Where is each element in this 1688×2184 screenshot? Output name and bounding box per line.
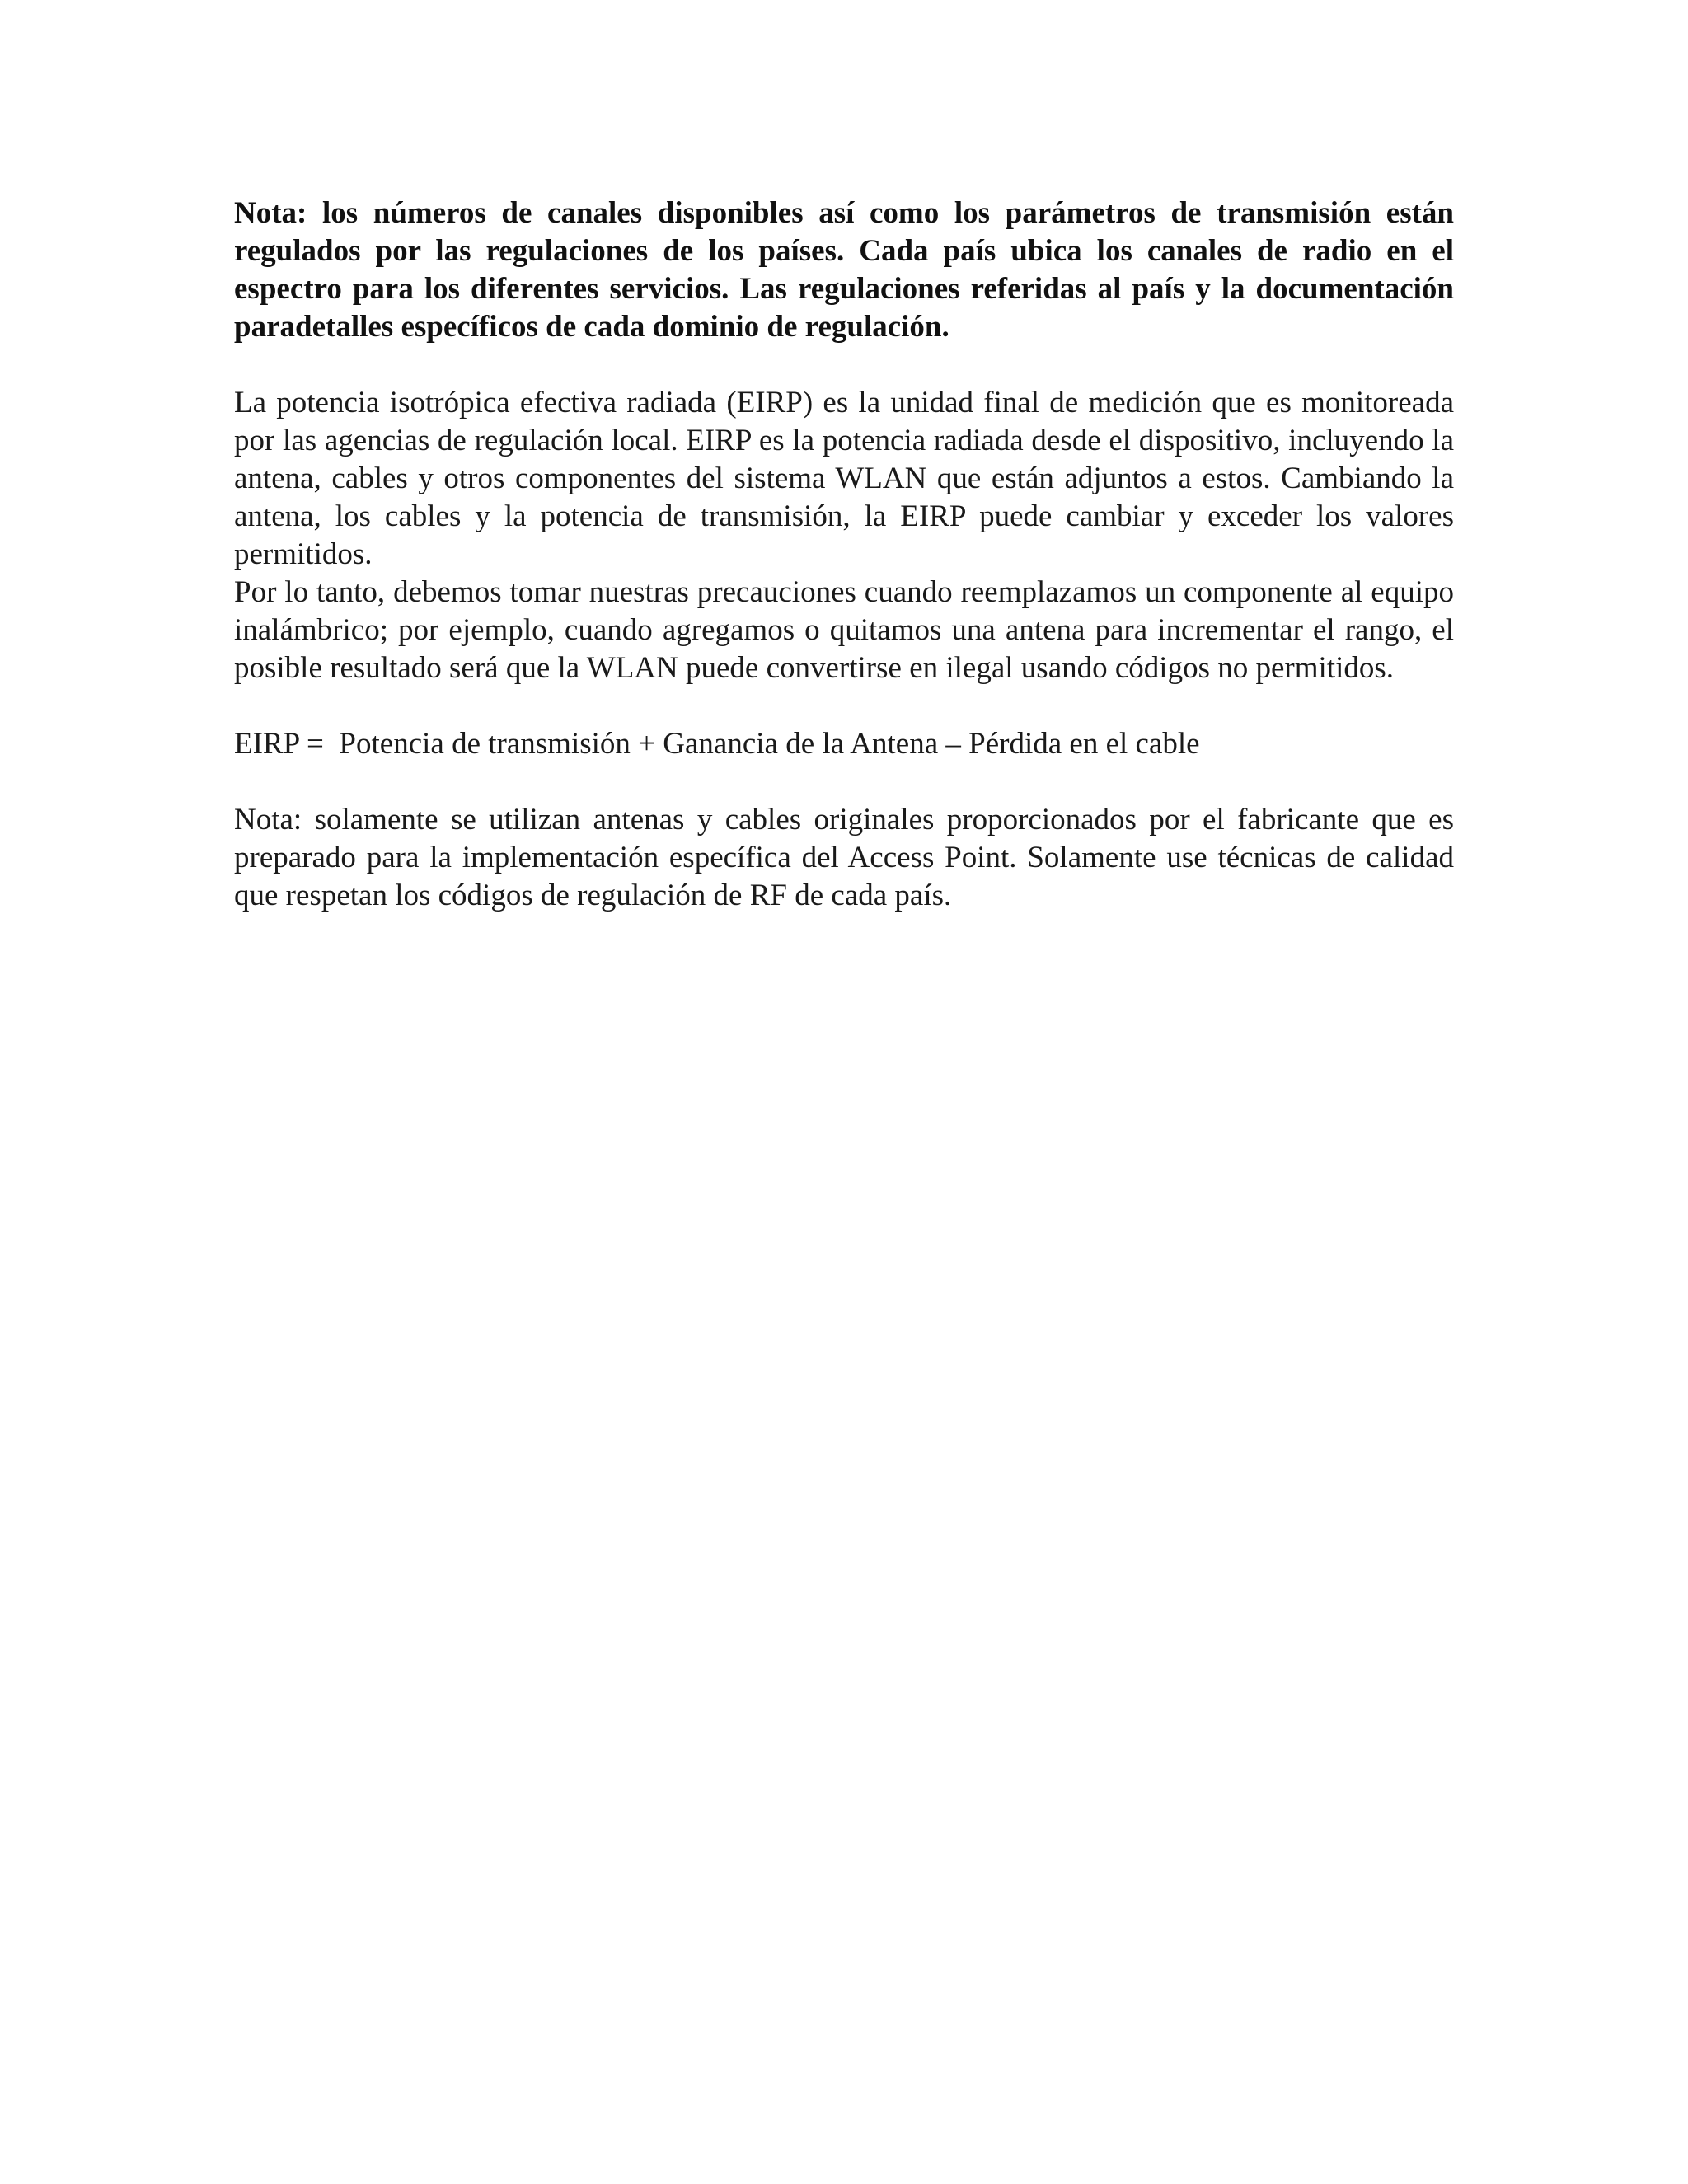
eirp-formula: EIRP = Potencia de transmisión + Ganancia de la Antena – Pérdida en el cable [234, 727, 1200, 761]
precautions-paragraph: Por lo tanto, debemos tomar nuestras precauciones cuando reemplazamos un componente al equipo inalámbrico; por ejemplo, cuando agregamos o quitamos una antena para incrementar el rango, el posible resultado será que la WLAN puede convertirse en ilegal usando códigos no permitidos. [234, 575, 1454, 685]
eirp-definition-paragraph: La potencia isotrópica efectiva radiada (EIRP) es la unidad final de medición que es monitoreada por las agencias de regulación local. EIRP es la potencia radiada desde el dispositivo, incluyendo la antena, cables y otros componentes del sistema WLAN que están adjuntos a estos. Cambiando la antena, los cables y la potencia de transmisión, la EIRP puede cambiar y exceder los valores permitidos. [234, 386, 1454, 571]
document-body [234, 194, 1454, 915]
regulations-note-paragraph: Nota: los números de canales disponibles así como los parámetros de transmisión están regulados por las regulaciones de los países. Cada país ubica los canales de radio en el espectro para los diferentes servicios. Las regulaciones referidas al país y la documentación paradetalles específicos de cada dominio de regulación. [234, 196, 1454, 344]
antennas-note-paragraph: Nota: solamente se utilizan antenas y cables originales proporcionados por el fabricante que es preparado para la implementación específica del Access Point. Solamente use técnicas de calidad que respetan los códigos de regulación de RF de cada país. [234, 803, 1454, 912]
